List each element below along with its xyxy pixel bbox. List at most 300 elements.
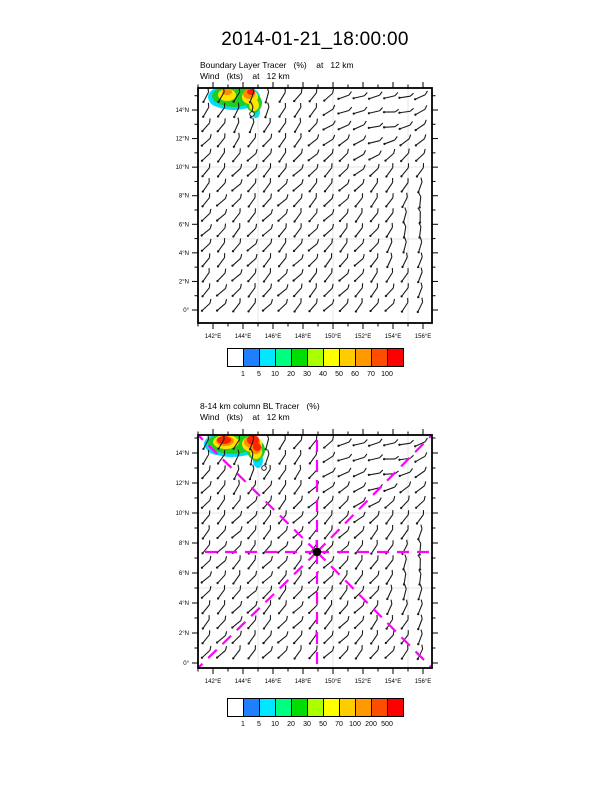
wind-barb bbox=[386, 515, 392, 524]
wind-barb-feather bbox=[363, 526, 364, 530]
wind-barb-feather bbox=[422, 645, 423, 649]
wind-barb-base bbox=[277, 627, 279, 629]
wind-barb bbox=[369, 502, 379, 507]
wind-barb-base bbox=[248, 642, 250, 644]
wind-barb-base bbox=[278, 265, 280, 267]
wind-barb bbox=[202, 243, 210, 250]
wind-barb-base bbox=[370, 642, 372, 644]
wind-barb-base bbox=[324, 250, 326, 252]
wind-barb-base bbox=[231, 175, 233, 177]
wind-barb-base bbox=[263, 190, 265, 192]
wind-barb-feather bbox=[210, 646, 211, 650]
wind-barb-base bbox=[201, 612, 203, 614]
wind-barb-base bbox=[323, 99, 325, 101]
wind-barb bbox=[355, 605, 363, 612]
wind-barb bbox=[294, 169, 303, 176]
wind-barb bbox=[371, 650, 378, 658]
wind-barb bbox=[310, 198, 316, 207]
wind-barb-base bbox=[231, 189, 233, 191]
wind-barb-base bbox=[355, 310, 357, 312]
wind-barb-base bbox=[293, 492, 295, 494]
wind-barb-feather bbox=[225, 646, 226, 650]
tick-label-lat: 8°N bbox=[178, 193, 189, 200]
wind-barb-feather bbox=[348, 511, 349, 515]
wind-barb-base bbox=[323, 160, 325, 162]
wind-barb bbox=[371, 272, 377, 281]
wind-barb bbox=[203, 198, 210, 207]
wind-barb-base bbox=[308, 477, 310, 479]
wind-barb-base bbox=[415, 144, 417, 146]
bottom-panel-subtitle-wind: Wind (kts) at 12 km bbox=[200, 412, 290, 422]
wind-barb-feather bbox=[363, 254, 364, 258]
wind-barb bbox=[295, 650, 301, 659]
wind-barb-base bbox=[231, 626, 233, 628]
wind-barb-base bbox=[354, 264, 356, 266]
wind-barb-feather bbox=[391, 253, 392, 257]
wind-barb-feather bbox=[332, 631, 333, 635]
tick-label-lon: 144°E bbox=[234, 334, 252, 340]
wind-barb-base bbox=[216, 656, 218, 658]
wind-barb-feather bbox=[302, 526, 303, 530]
tick-label-lat: 12°N bbox=[175, 136, 189, 143]
bottom-panel-subtitle-tracer: 8-14 km column BL Tracer (%) bbox=[200, 401, 320, 411]
wind-barb bbox=[324, 304, 333, 311]
wind-barb-feather bbox=[271, 586, 272, 590]
wind-barb-base bbox=[386, 598, 388, 600]
wind-barb-base bbox=[369, 250, 371, 252]
wind-barb-feather bbox=[256, 496, 257, 500]
wind-barb-base bbox=[324, 537, 326, 539]
colorbar-cell bbox=[308, 349, 324, 366]
wind-barb-base bbox=[353, 174, 355, 176]
wind-barb-base bbox=[201, 597, 203, 599]
wind-barb-feather bbox=[271, 646, 272, 650]
wind-barb-feather bbox=[380, 137, 383, 140]
wind-barb-base bbox=[368, 445, 370, 447]
wind-barb bbox=[218, 108, 224, 117]
wind-barb-base bbox=[401, 190, 403, 192]
colorbar-label: 40 bbox=[319, 371, 327, 378]
wind-barb-base bbox=[417, 296, 419, 298]
wind-barb-feather bbox=[332, 284, 333, 288]
wind-barb-base bbox=[354, 250, 356, 252]
wind-barb-base bbox=[399, 491, 401, 493]
wind-barb bbox=[417, 168, 423, 177]
wind-barb bbox=[202, 153, 210, 161]
wind-barb-feather bbox=[287, 299, 288, 303]
wind-barb bbox=[295, 213, 301, 222]
wind-barb bbox=[340, 500, 348, 508]
wind-barb-feather bbox=[364, 92, 367, 95]
wind-barb-base bbox=[416, 175, 418, 177]
wind-barb bbox=[202, 213, 210, 221]
tick-label-lat: 6°N bbox=[178, 222, 189, 229]
wind-barb-base bbox=[202, 448, 204, 450]
dashed-ray bbox=[317, 552, 432, 668]
wind-barb bbox=[233, 590, 240, 598]
wind-barb-base bbox=[400, 642, 402, 644]
wind-barb bbox=[399, 443, 410, 445]
wind-barb-base bbox=[201, 234, 203, 236]
wind-barb-base bbox=[308, 234, 310, 236]
wind-barb-base bbox=[278, 492, 280, 494]
wind-barb-base bbox=[339, 522, 341, 524]
map-panel-bottom bbox=[153, 425, 452, 696]
wind-barb-base bbox=[370, 537, 372, 539]
wind-barb-feather bbox=[317, 224, 318, 228]
wind-barb bbox=[264, 635, 271, 643]
wind-barb-base bbox=[323, 446, 325, 448]
wind-barb-feather bbox=[348, 134, 349, 138]
wind-barb bbox=[279, 454, 285, 463]
wind-barb bbox=[384, 487, 394, 491]
wind-barb-base bbox=[383, 126, 385, 128]
wind-barb bbox=[418, 529, 422, 539]
wind-barb bbox=[324, 471, 334, 476]
wind-barb bbox=[279, 484, 285, 493]
wind-barb bbox=[310, 93, 317, 102]
wind-barb-feather bbox=[404, 570, 406, 574]
wind-barb-base bbox=[278, 160, 280, 162]
wind-barb-feather bbox=[421, 178, 422, 182]
wind-barb-feather bbox=[225, 571, 226, 575]
colorbar-cell bbox=[228, 699, 244, 716]
wind-barb bbox=[418, 302, 423, 312]
wind-barb-feather bbox=[348, 481, 349, 485]
wind-barb-base bbox=[293, 642, 295, 644]
wind-barb bbox=[341, 243, 347, 252]
wind-barb-base bbox=[338, 626, 340, 628]
wind-barb bbox=[203, 635, 210, 644]
colorbar-cell bbox=[276, 699, 292, 716]
wind-barb-base bbox=[400, 522, 402, 524]
wind-barb-base bbox=[415, 160, 417, 162]
wind-barb-feather bbox=[271, 541, 272, 545]
wind-barb-feather bbox=[380, 454, 383, 457]
wind-barb-feather bbox=[378, 646, 379, 650]
wind-barb-feather bbox=[302, 601, 303, 605]
wind-barb bbox=[310, 530, 317, 539]
wind-barb-base bbox=[308, 265, 310, 267]
wind-barb-base bbox=[308, 506, 310, 508]
wind-barb-base bbox=[278, 477, 280, 479]
wind-barb-feather bbox=[241, 601, 242, 605]
wind-barb-base bbox=[232, 597, 234, 599]
wind-barb bbox=[399, 96, 410, 98]
wind-barb bbox=[415, 95, 425, 100]
wind-barb-base bbox=[262, 597, 264, 599]
tick-label-lon: 154°E bbox=[384, 334, 402, 340]
wind-barb-base bbox=[308, 159, 310, 161]
wind-barb-base bbox=[247, 310, 249, 312]
wind-barb-base bbox=[370, 628, 372, 630]
wind-barb-base bbox=[369, 235, 371, 237]
wind-barb bbox=[371, 258, 378, 267]
wind-barb-base bbox=[339, 567, 341, 569]
tracer-blob-layer bbox=[253, 443, 261, 451]
tick-label-lon: 148°E bbox=[294, 334, 312, 340]
wind-barb bbox=[387, 242, 392, 252]
wind-barb bbox=[324, 651, 333, 658]
wind-barb bbox=[217, 560, 225, 567]
wind-barb bbox=[264, 620, 270, 629]
wind-barb bbox=[265, 454, 269, 464]
wind-barb bbox=[203, 272, 209, 281]
wind-barbs bbox=[201, 435, 428, 661]
wind-barb-base bbox=[308, 175, 310, 177]
wind-barb-base bbox=[232, 582, 234, 584]
wind-barb-feather bbox=[302, 616, 303, 620]
wind-barb-feather bbox=[271, 149, 272, 153]
wind-barb-feather bbox=[379, 151, 381, 155]
wind-barb bbox=[324, 635, 332, 643]
wind-barb bbox=[402, 273, 408, 282]
wind-barb bbox=[387, 257, 392, 267]
wind-barb-feather bbox=[210, 239, 211, 243]
wind-barb bbox=[249, 198, 255, 207]
wind-barb-base bbox=[337, 112, 339, 114]
wind-barb-feather bbox=[378, 511, 379, 515]
wind-barb bbox=[265, 107, 269, 117]
wind-barb bbox=[338, 457, 349, 460]
wind-barb bbox=[325, 257, 331, 266]
wind-barb bbox=[294, 258, 302, 265]
wind-barb bbox=[249, 560, 256, 569]
wind-barb bbox=[403, 559, 406, 570]
wind-barb bbox=[233, 288, 241, 296]
wind-barb-base bbox=[383, 97, 385, 99]
wind-barb-base bbox=[217, 612, 219, 614]
wind-barb bbox=[294, 288, 301, 296]
wind-barb-base bbox=[354, 582, 356, 584]
wind-barb-feather bbox=[348, 269, 349, 273]
wind-barb bbox=[202, 576, 211, 583]
wind-barb-feather bbox=[302, 254, 303, 258]
wind-barb-feather bbox=[421, 283, 422, 287]
wind-barb-feather bbox=[241, 541, 242, 545]
wind-barb-base bbox=[293, 657, 295, 659]
wind-barb-feather bbox=[256, 224, 257, 228]
wind-barb-base bbox=[401, 537, 403, 539]
wind-barb bbox=[340, 560, 348, 568]
wind-barb bbox=[404, 227, 406, 238]
wind-barb-base bbox=[232, 295, 234, 297]
wind-barb-base bbox=[201, 250, 203, 252]
wind-barb bbox=[249, 213, 256, 222]
colorbar-bottom bbox=[227, 698, 404, 717]
wind-barb-feather bbox=[395, 109, 399, 112]
wind-barb-base bbox=[247, 506, 249, 508]
wind-barb-base bbox=[292, 521, 294, 523]
wind-barb-base bbox=[324, 522, 326, 524]
colorbar-label: 30 bbox=[303, 371, 311, 378]
wind-barb-base bbox=[292, 174, 294, 176]
wind-barb bbox=[218, 228, 225, 236]
wind-barb-base bbox=[277, 567, 279, 569]
wind-barb-base bbox=[354, 627, 356, 629]
wind-barb bbox=[310, 440, 317, 449]
wind-barb-feather bbox=[348, 631, 349, 635]
calm-wind-circle bbox=[262, 466, 267, 471]
wind-barb-feather bbox=[271, 299, 272, 303]
wind-barb bbox=[248, 183, 255, 191]
wind-barb bbox=[370, 575, 378, 583]
wind-barb-base bbox=[401, 657, 403, 659]
wind-barb-base bbox=[385, 190, 387, 192]
wind-barb-feather bbox=[409, 149, 410, 153]
wind-barb-feather bbox=[380, 470, 383, 473]
wind-barb bbox=[294, 620, 302, 627]
wind-barb bbox=[340, 303, 348, 311]
wind-barb-base bbox=[415, 491, 417, 493]
wind-barb bbox=[324, 486, 333, 492]
wind-barb-base bbox=[337, 459, 339, 461]
wind-barb bbox=[324, 93, 332, 100]
tick-label-lon: 148°E bbox=[294, 679, 312, 685]
colorbar-top bbox=[227, 348, 404, 367]
wind-barb-base bbox=[417, 613, 419, 615]
wind-barb-base bbox=[417, 281, 419, 283]
wind-barb-base bbox=[383, 111, 385, 113]
wind-barb-base bbox=[324, 190, 326, 192]
wind-barb bbox=[309, 154, 318, 161]
tick-label-lon: 150°E bbox=[324, 334, 342, 340]
wind-barb-feather bbox=[226, 194, 227, 198]
wind-barb-base bbox=[309, 462, 311, 464]
wind-barb-base bbox=[277, 280, 279, 282]
colorbar-cell bbox=[308, 699, 324, 716]
wind-barb bbox=[387, 589, 392, 599]
wind-barb bbox=[294, 440, 301, 448]
wind-barb bbox=[325, 590, 332, 598]
wind-barb bbox=[295, 303, 301, 312]
wind-barb-feather bbox=[238, 465, 239, 469]
wind-barb-base bbox=[308, 522, 310, 524]
wind-barb-base bbox=[399, 475, 401, 477]
wind-barb bbox=[218, 243, 224, 252]
wind-barb-feather bbox=[378, 224, 379, 228]
wind-barb-base bbox=[233, 493, 235, 495]
wind-barb-feather bbox=[241, 616, 242, 620]
wind-barb bbox=[266, 439, 269, 450]
wind-barb-feather bbox=[210, 496, 211, 500]
wind-barb-base bbox=[263, 280, 265, 282]
tick-label-lat: 0° bbox=[183, 661, 189, 667]
wind-barb bbox=[340, 620, 348, 627]
colorbar-cell bbox=[372, 699, 388, 716]
wind-barb bbox=[232, 184, 241, 191]
wind-barb-base bbox=[231, 265, 233, 267]
wind-barb-base bbox=[309, 627, 311, 629]
tick-label-lon: 146°E bbox=[264, 334, 282, 340]
wind-barb-base bbox=[384, 310, 386, 312]
wind-barb-feather bbox=[393, 631, 394, 635]
colorbar-cell bbox=[372, 349, 388, 366]
wind-barb-base bbox=[201, 552, 203, 554]
wind-barb-feather bbox=[241, 179, 242, 183]
wind-barb-base bbox=[232, 220, 234, 222]
wind-barb-feather bbox=[302, 239, 303, 243]
wind-barb-base bbox=[368, 489, 370, 491]
wind-barb bbox=[218, 620, 226, 628]
wind-barb-base bbox=[308, 144, 310, 146]
wind-barb bbox=[369, 458, 380, 460]
wind-barb-base bbox=[292, 611, 294, 613]
tick-label-lon: 142°E bbox=[204, 679, 222, 685]
colorbar-cell bbox=[260, 699, 276, 716]
wind-barb-feather bbox=[225, 209, 226, 213]
wind-barb bbox=[310, 183, 317, 192]
wind-barb bbox=[371, 287, 377, 296]
wind-barb bbox=[371, 213, 378, 222]
wind-barb-base bbox=[323, 642, 325, 644]
wind-barb bbox=[310, 108, 316, 117]
wind-barb-feather bbox=[287, 179, 288, 183]
wind-barb-base bbox=[324, 280, 326, 282]
wind-barb-feather bbox=[225, 556, 226, 560]
wind-barb-feather bbox=[210, 224, 211, 228]
wind-barb bbox=[371, 560, 378, 569]
wind-barb-base bbox=[247, 190, 249, 192]
wind-barb-base bbox=[217, 175, 219, 177]
wind-barb bbox=[369, 155, 379, 160]
wind-barb-feather bbox=[378, 164, 379, 168]
wind-barb bbox=[202, 229, 211, 236]
wind-barb-base bbox=[263, 612, 265, 614]
wind-barb-feather bbox=[287, 556, 288, 560]
tick-label-lat: 12°N bbox=[175, 481, 189, 487]
wind-barb bbox=[371, 544, 377, 553]
wind-barb-base bbox=[232, 567, 234, 569]
colorbar-cell bbox=[388, 699, 403, 716]
wind-barb-feather bbox=[379, 498, 381, 502]
wind-barb bbox=[202, 500, 210, 508]
wind-barb-base bbox=[233, 131, 235, 133]
wind-barb-base bbox=[383, 143, 385, 145]
wind-barb-base bbox=[370, 265, 372, 267]
wind-barb-feather bbox=[419, 540, 421, 544]
wind-barb-feather bbox=[210, 149, 211, 153]
wind-barb-feather bbox=[410, 455, 413, 458]
wind-barb bbox=[340, 650, 348, 658]
wind-barb-feather bbox=[421, 630, 422, 634]
wind-barb bbox=[402, 183, 408, 192]
wind-barb-base bbox=[383, 490, 385, 492]
wind-barb-feather bbox=[302, 586, 303, 590]
wind-barb-feather bbox=[424, 496, 425, 500]
wind-barb-base bbox=[354, 295, 356, 297]
wind-barb-base bbox=[247, 492, 249, 494]
wind-barb-base bbox=[292, 626, 294, 628]
wind-barb-feather bbox=[301, 194, 302, 198]
wind-barb bbox=[356, 635, 363, 644]
wind-barb bbox=[218, 123, 225, 131]
wind-barb-base bbox=[246, 249, 248, 251]
wind-barb-feather bbox=[425, 105, 427, 109]
wind-barb bbox=[279, 258, 286, 267]
wind-barb-base bbox=[201, 477, 203, 479]
map-panel-top bbox=[153, 78, 452, 351]
wind-barb-feather bbox=[378, 239, 379, 243]
wind-barb-feather bbox=[302, 511, 303, 515]
wind-barb-base bbox=[247, 220, 249, 222]
wind-barb-feather bbox=[364, 482, 366, 486]
wind-barb-base bbox=[277, 220, 279, 222]
colorbar-cell bbox=[292, 699, 308, 716]
wind-barb-base bbox=[339, 657, 341, 659]
wind-barb-base bbox=[293, 507, 295, 509]
wind-barb-base bbox=[277, 657, 279, 659]
